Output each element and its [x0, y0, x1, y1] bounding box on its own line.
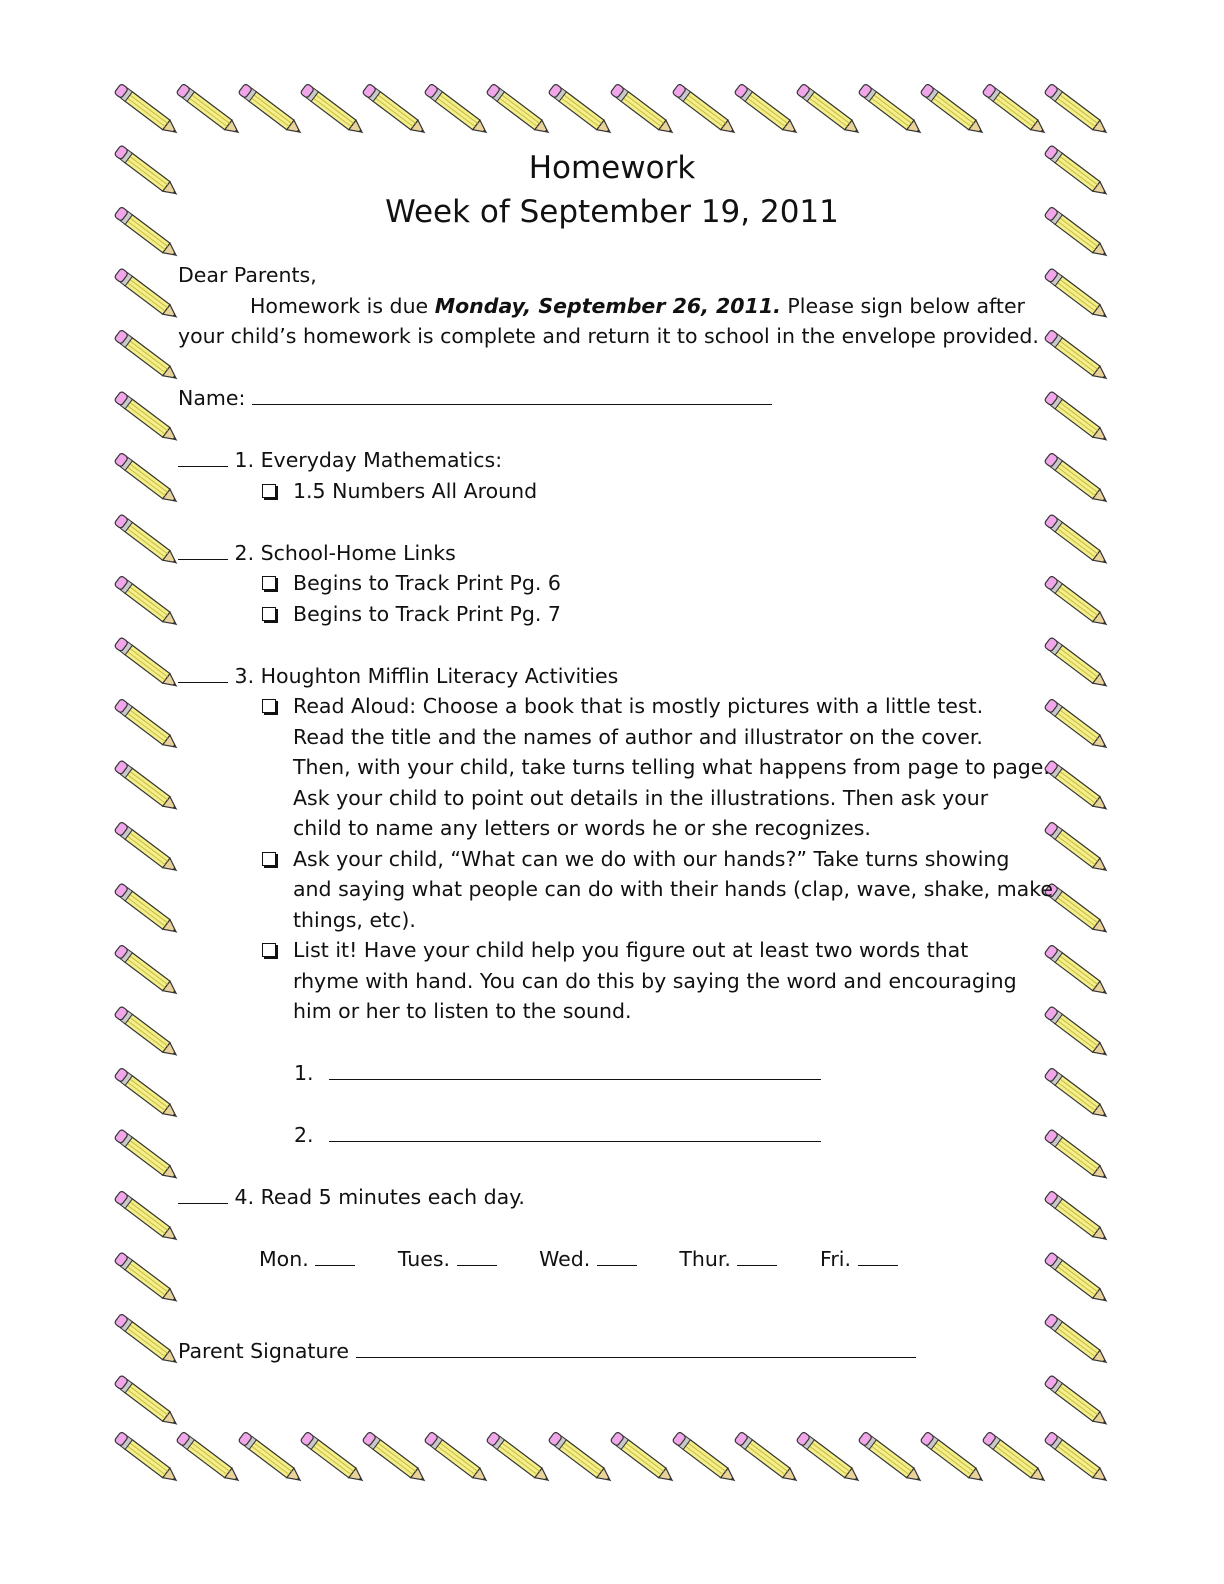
day-thur[interactable]: Thur. [679, 1243, 777, 1275]
pencil-icon [114, 1129, 181, 1184]
section-3-check-blank[interactable] [178, 660, 228, 683]
section-4-check-blank[interactable] [178, 1181, 228, 1204]
section-4-heading: 4. Read 5 minutes each day. [178, 1181, 1058, 1213]
pencil-icon [300, 83, 367, 138]
pencil-icon [114, 575, 181, 630]
section-2-list [178, 568, 1058, 629]
pencil-icon [982, 83, 1049, 138]
pencil-icon [176, 83, 243, 138]
pencil-icon [672, 83, 739, 138]
hands-item[interactable]: Ask your child, “What can we do with our hands?” Take turns showing and saying what people can do with their hands (clap, wave, shake, make things, etc). [178, 844, 1058, 936]
reading-days [178, 1243, 1058, 1275]
pencil-icon [114, 1190, 181, 1245]
pencil-icon [114, 452, 181, 507]
section-3-heading: 3. Houghton Mifflin Literacy Activities [178, 660, 1058, 692]
pencil-icon [300, 1431, 367, 1486]
pencil-icon [920, 1431, 987, 1486]
signature-label: Parent Signature [178, 1339, 350, 1363]
list-it-item[interactable]: List it! Have your child help you figure out at least two words that rhyme with hand. You can do this by saying the word and encouraging him or her to listen to the sound. [178, 935, 1058, 1027]
signature-field[interactable] [178, 1335, 1058, 1367]
section-1-heading: 1. Everyday Mathematics: [178, 444, 1058, 476]
pencil-icon [114, 514, 181, 569]
list-item[interactable]: Begins to Track Print Pg. 6 [178, 568, 1058, 599]
checkbox-icon[interactable] [262, 699, 276, 713]
pencil-icon [734, 1431, 801, 1486]
pencil-icon [114, 83, 181, 138]
pencil-icon [1044, 1431, 1111, 1486]
pencil-icon [1044, 83, 1111, 138]
name-blank[interactable] [252, 382, 772, 405]
pencil-icon [114, 1252, 181, 1307]
pencil-icon [362, 1431, 429, 1486]
due-date-sentence: Homework is due Monday, September 26, 2011. Please sign below after [250, 293, 1025, 318]
page-subtitle: Week of September 19, 2011 [385, 194, 839, 230]
answer-blank[interactable] [329, 1119, 821, 1142]
pencil-icon [238, 1431, 305, 1486]
pencil-icon [114, 1375, 181, 1430]
pencil-icon [114, 698, 181, 753]
pencil-icon [114, 1067, 181, 1122]
pencil-icon [548, 83, 615, 138]
pencil-icon [176, 1431, 243, 1486]
pencil-icon [858, 83, 925, 138]
day-wed[interactable]: Wed. [539, 1243, 637, 1275]
section-2-check-blank[interactable] [178, 537, 228, 560]
rhyme-answer-2[interactable]: 2. [178, 1119, 1058, 1151]
rhyme-answer-1[interactable]: 1. [178, 1057, 1058, 1089]
list-item[interactable]: 1.5 Numbers All Around [178, 476, 1058, 507]
pencil-icon [920, 83, 987, 138]
page-title: Homework [528, 150, 696, 186]
pencil-icon [114, 1006, 181, 1061]
pencil-icon [796, 1431, 863, 1486]
pencil-icon [982, 1431, 1049, 1486]
due-date: Monday, September 26, 2011. [434, 293, 781, 318]
pencil-icon [114, 1431, 181, 1486]
pencil-icon [486, 1431, 553, 1486]
section-2-heading: 2. School-Home Links [178, 537, 1058, 569]
name-field[interactable] [178, 382, 1058, 414]
pencil-icon [672, 1431, 739, 1486]
checkbox-icon[interactable] [262, 943, 276, 957]
pencil-icon [114, 329, 181, 384]
pencil-icon [610, 1431, 677, 1486]
pencil-icon [114, 1313, 181, 1368]
pencil-icon [114, 637, 181, 692]
pencil-icon [238, 83, 305, 138]
pencil-icon [610, 83, 677, 138]
checkbox-icon[interactable] [262, 484, 276, 498]
day-tues[interactable]: Tues. [398, 1243, 497, 1275]
list-item[interactable]: Begins to Track Print Pg. 7 [178, 599, 1058, 630]
pencil-icon [362, 83, 429, 138]
pencil-icon [858, 1431, 925, 1486]
pencil-icon [114, 268, 181, 323]
section-3-list [178, 691, 1058, 1027]
pencil-icon [486, 83, 553, 138]
instructions-line: your child’s homework is complete and return it to school in the envelope provided. [178, 324, 1039, 348]
greeting: Dear Parents, [178, 263, 317, 287]
pencil-icon [548, 1431, 615, 1486]
pencil-icon [1044, 1375, 1111, 1430]
read-aloud-item[interactable]: Read Aloud: Choose a book that is mostly pictures with a little test. Read the title and the names of author and illustrator on the cover. Then, with your child, take turns telling what happens from page to page. Ask your child to point out details in the illustrations. Then ask your child to name any letters or words he or she recognizes. [178, 691, 1058, 844]
homework-sheet [178, 146, 1058, 1367]
pencil-icon [424, 1431, 491, 1486]
pencil-icon [734, 83, 801, 138]
signature-blank[interactable] [356, 1335, 916, 1358]
pencil-icon [114, 944, 181, 999]
pencil-icon [796, 83, 863, 138]
checkbox-icon[interactable] [262, 576, 276, 590]
pencil-icon [114, 760, 181, 815]
section-1-check-blank[interactable] [178, 444, 228, 467]
pencil-icon [114, 883, 181, 938]
name-label: Name: [178, 386, 246, 410]
answer-blank[interactable] [329, 1057, 821, 1080]
checkbox-icon[interactable] [262, 852, 276, 866]
checkbox-icon[interactable] [262, 607, 276, 621]
pencil-icon [424, 83, 491, 138]
pencil-icon [114, 391, 181, 446]
section-1-list [178, 476, 1058, 507]
day-fri[interactable]: Fri. [820, 1243, 897, 1275]
pencil-icon [114, 821, 181, 876]
day-mon[interactable]: Mon. [259, 1243, 355, 1275]
